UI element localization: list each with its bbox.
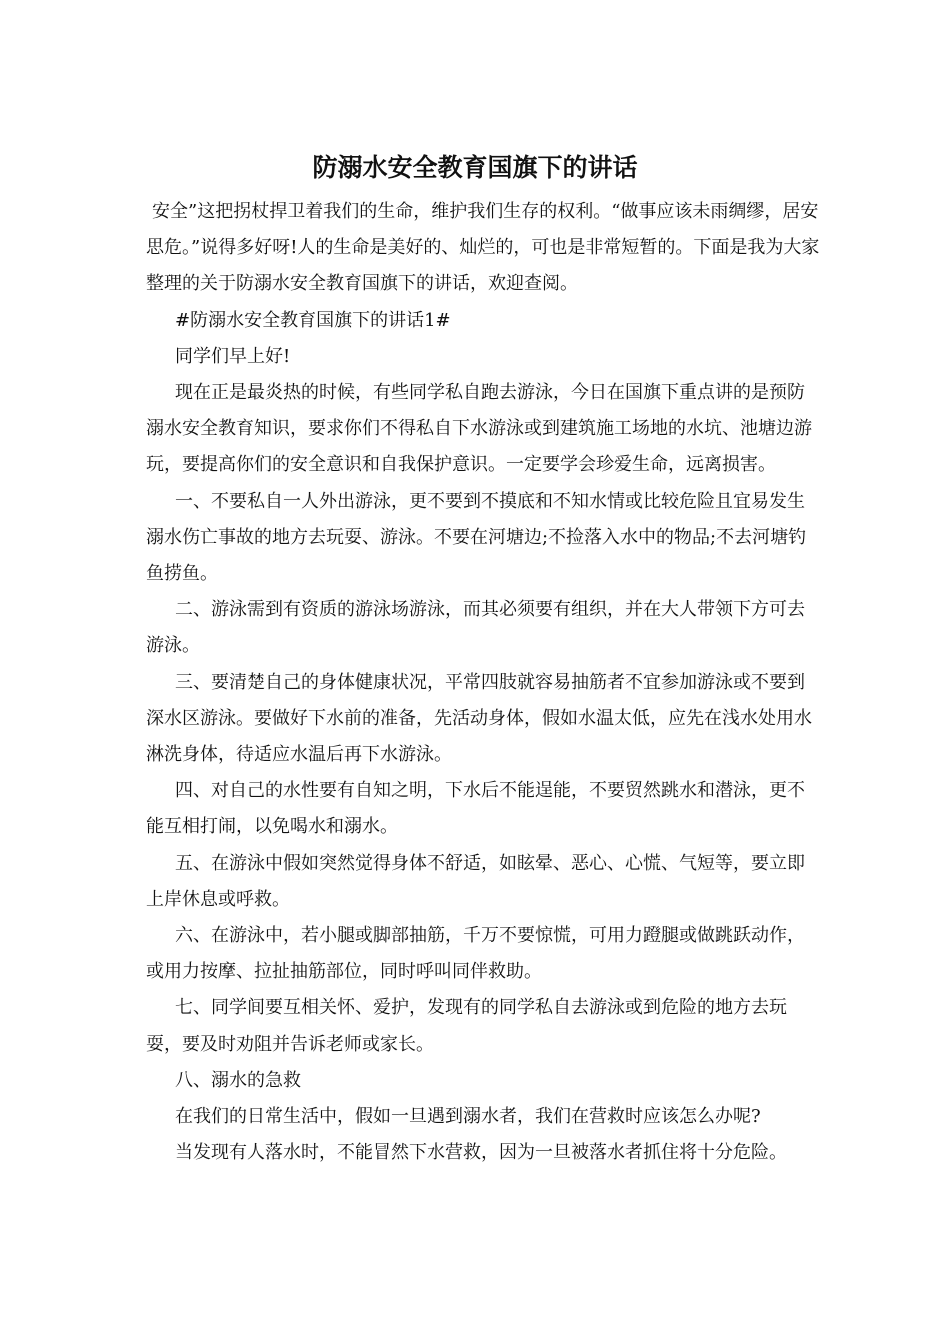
document-title: 防溺水安全教育国旗下的讲话 — [312, 153, 638, 182]
greeting-paragraph: 同学们早上好! — [175, 345, 291, 367]
section-heading: #防溺水安全教育国旗下的讲话1# — [175, 309, 451, 331]
body-paragraph: 在我们的日常生活中，假如一旦遇到溺水者，我们在营救时应该怎么办呢? — [175, 1106, 761, 1128]
rule-heading-8: 八、溺水的急救 — [175, 1069, 301, 1091]
body-paragraph: 当发现有人落水时，不能冒然下水营救，因为一旦被落水者抓住将十分危险。 — [175, 1142, 787, 1164]
document-body — [146, 194, 822, 1171]
rule-paragraph-1: 一、不要私自一人外出游泳，更不要到不摸底和不知水情或比较危险且宜易发生溺水伤亡事故的地方去玩耍、游泳。不要在河塘边;不捡落入水中的物品;不去河塘钓鱼捞鱼。 — [146, 490, 807, 585]
body-paragraph: 现在正是最炎热的时候，有些同学私自跑去游泳，今日在国旗下重点讲的是预防溺水安全教育知识，要求你们不得私自下水游泳或到建筑施工场地的水坑、池塘边游玩，要提高你们的安全意识和自我保护意识。一定要学会珍爱生命，远离损害。 — [146, 382, 812, 476]
rule-paragraph-4: 四、对自己的水性要有自知之明，下水后不能逞能，不要贸然跳水和潜泳，更不能互相打闹，以免喝水和溺水。 — [146, 780, 805, 838]
rule-paragraph-2: 二、游泳需到有资质的游泳场游泳，而其必须要有组织，并在大人带领下方可去游泳。 — [146, 599, 805, 657]
rule-paragraph-3: 三、要清楚自己的身体健康状况，平常四肢就容易抽筋者不宜参加游泳或不要到深水区游泳。要做好下水前的准备，先活动身体，假如水温太低，应先在浅水处用水淋洗身体，待适应水温后再下水游泳。 — [146, 671, 812, 766]
rule-paragraph-7: 七、同学间要互相关怀、爱护，发现有的同学私自去游泳或到危险的地方去玩耍，要及时劝阻并告诉老师或家长。 — [146, 997, 787, 1055]
rule-paragraph-6: 六、在游泳中，若小腿或脚部抽筋，千万不要惊慌，可用力蹬腿或做跳跃动作，或用力按摩、拉扯抽筋部位，同时呼叫同伴救助。 — [146, 925, 805, 983]
rule-paragraph-5: 五、在游泳中假如突然觉得身体不舒适，如眩晕、恶心、心慌、气短等，要立即上岸休息或呼救。 — [146, 852, 805, 910]
intro-paragraph: 安全”这把拐杖捍卫着我们的生命，维护我们生存的权利。“做事应该未雨绸缪，居安思危。”说得多好呀!人的生命是美好的、灿烂的，可也是非常短暂的。下面是我为大家整理的关于防溺水安全教育国旗下的讲话，欢迎查阅。 — [146, 201, 820, 295]
